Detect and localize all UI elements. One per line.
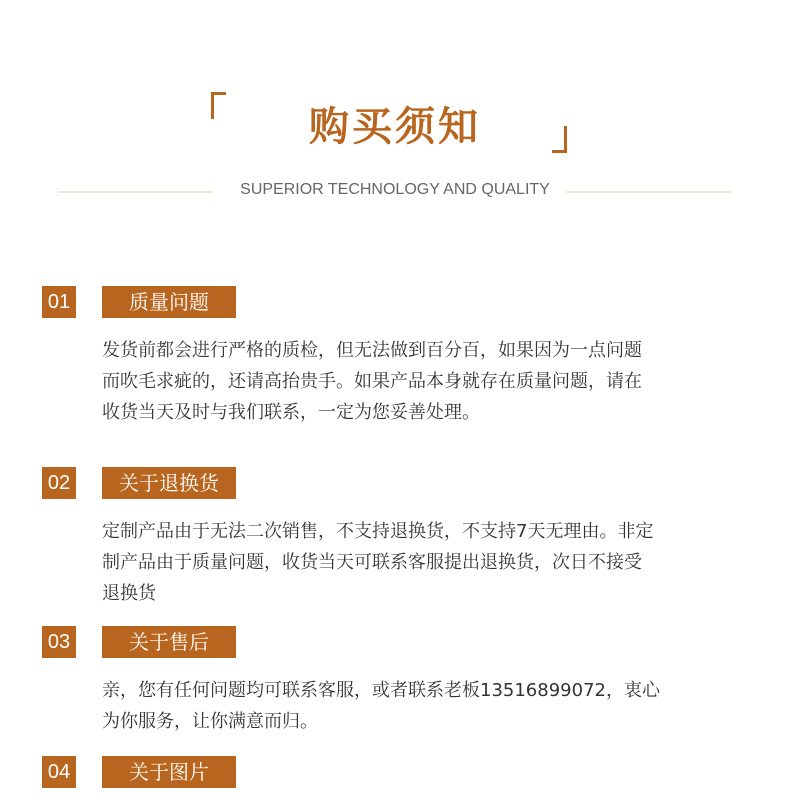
section-text: 发货前都会进行严格的质检，但无法做到百分百，如果因为一点问题 而吹毛求疵的，还请高抬贵手。如果产品本身就存在质量问题，请在 收货当天及时与我们联系，一定为您妥善处理。 bbox=[102, 340, 642, 423]
section-text: 定制产品由于无法二次销售，不支持退换货，不支持7天无理由。非定 制产品由于质量问题，收货当天可联系客服提出退换货，次日不接受 退换货 bbox=[102, 521, 654, 604]
section-label: 质量问题 bbox=[102, 286, 236, 318]
section-number: 01 bbox=[42, 286, 76, 318]
section-label: 关于售后 bbox=[102, 626, 236, 658]
divider-right bbox=[566, 191, 731, 193]
page-title: 购买须知 bbox=[309, 104, 481, 150]
page-subtitle: SUPERIOR TECHNOLOGY AND QUALITY bbox=[240, 181, 550, 198]
section-text: 亲，您有任何问题均可联系客服，或者联系老板13516899072，衷心 为你服务，让你满意而归。 bbox=[102, 680, 660, 732]
section-number: 02 bbox=[42, 467, 76, 499]
section-number: 04 bbox=[42, 756, 76, 788]
section-label: 关于图片 bbox=[102, 756, 236, 788]
section-number: 03 bbox=[42, 626, 76, 658]
section-label: 关于退换货 bbox=[102, 467, 236, 499]
corner-bracket-bottom-right bbox=[552, 126, 567, 153]
